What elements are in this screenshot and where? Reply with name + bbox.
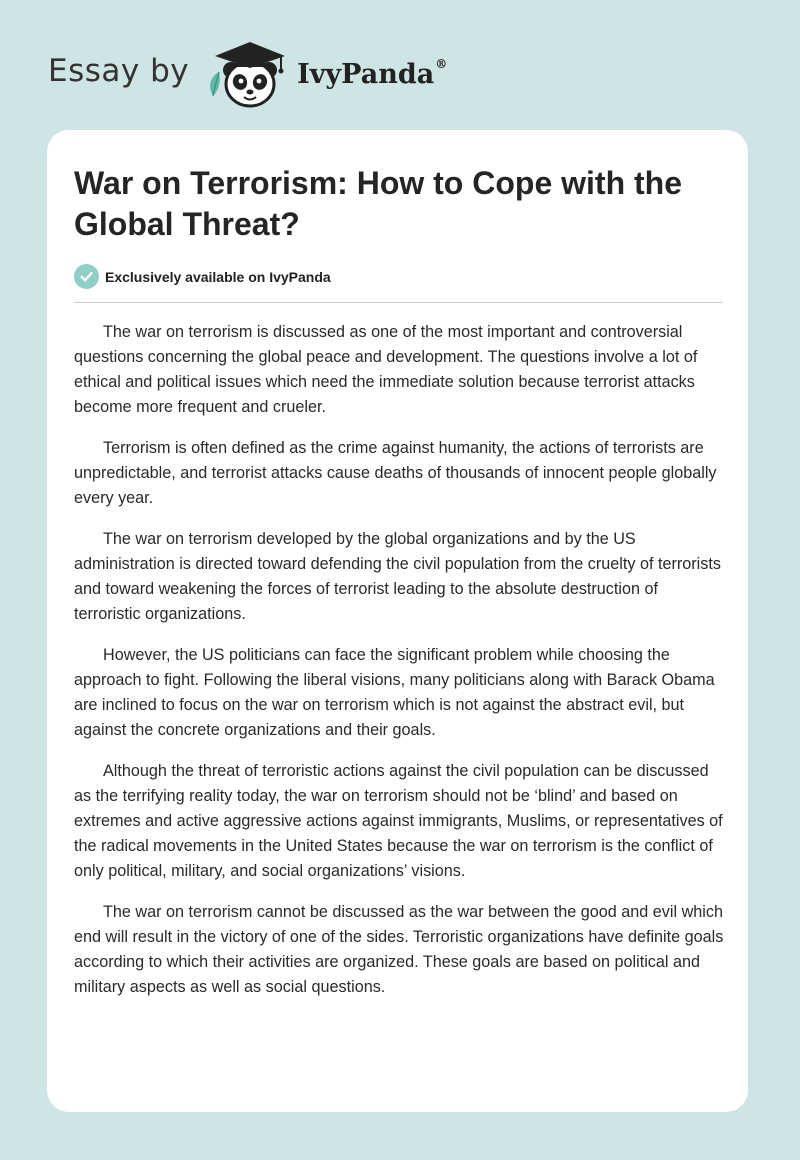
registered-mark: ® xyxy=(435,56,448,71)
brand-prefix: Essay by xyxy=(48,53,190,89)
essay-paragraph: However, the US politicians can face the significant problem while choosing the approach to fight. Following the liberal visions, many politicians along with Barack Obama are inclined to focus on the war on terrorism which is not against the abstract evil, but against the concrete organizations and their goals. xyxy=(74,646,715,739)
essay-paragraph: The war on terrorism is discussed as one of the most important and controversial questions concerning the global peace and development. The questions involve a lot of ethical and political issues which need the immediate solution because terrorist attacks become more frequent and crueler. xyxy=(74,323,698,416)
essay-paragraph: Terrorism is often defined as the crime against humanity, the actions of terrorists are unpredictable, and terrorist attacks cause deaths of thousands of innocent people globally every year. xyxy=(74,439,717,507)
essay-paragraph: The war on terrorism cannot be discussed as the war between the good and evil which end will result in the victory of one of the sides. Terroristic organizations have definite goals according to which their activities are organized. These goals are based on political and military aspects as well as social questions. xyxy=(74,903,724,996)
essay-paragraph: The war on terrorism developed by the global organizations and by the US administration is directed toward defending the civil population from the cruelty of terrorists and toward weakening the forces of terrorist leading to the absolute destruction of terroristic organizations. xyxy=(74,530,721,623)
exclusive-badge-text: Exclusively available on IvyPanda xyxy=(105,268,331,285)
essay-title: War on Terrorism: How to Cope with the Global Threat? xyxy=(74,165,682,242)
essay-card xyxy=(47,130,748,1112)
exclusive-badge xyxy=(74,264,331,289)
title-divider xyxy=(74,302,723,303)
check-circle-icon xyxy=(74,264,99,289)
site-brand[interactable] xyxy=(48,36,447,112)
panda-logo-icon xyxy=(203,36,295,112)
brand-name: IvyPanda® xyxy=(297,56,448,90)
essay-body xyxy=(74,320,725,1016)
essay-paragraph: Although the threat of terroristic actions against the civil population can be discussed as the terrifying reality today, the war on terrorism should not be ‘blind’ and based on extremes and active aggressive actions against immigrants, Muslims, or representatives of the radical movements in the United States because the war on terrorism is the conflict of only political, military, and social organizations’ visions. xyxy=(74,762,723,880)
